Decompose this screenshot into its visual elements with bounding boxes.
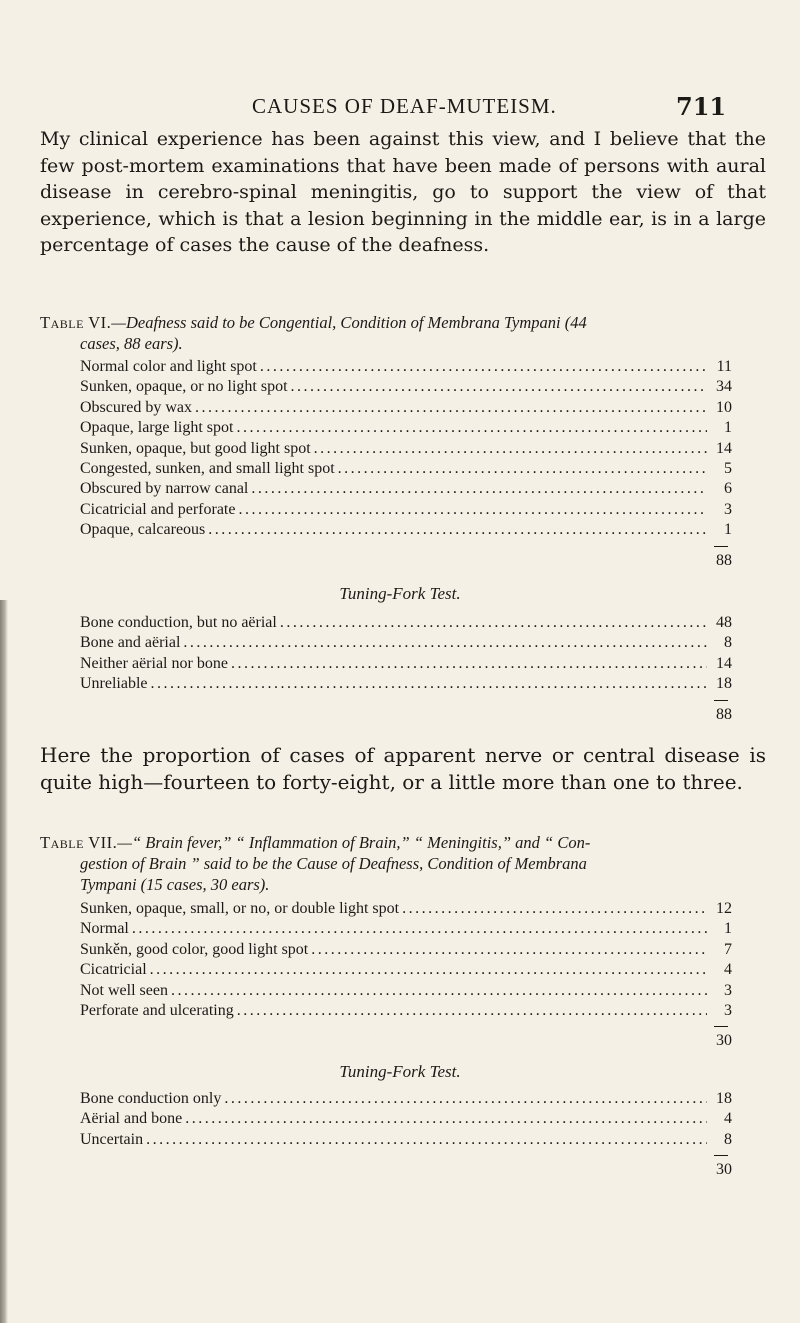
table-row <box>80 634 732 654</box>
row-value: 12 <box>716 900 732 917</box>
table6-caption-line1: —Deafness said to be Congential, Condition of Membrana Tympani (44 <box>111 313 587 332</box>
row-label: Aërial and bone <box>80 1110 183 1128</box>
row-label: Uncertain <box>80 1130 144 1148</box>
row-value: 34 <box>716 378 732 396</box>
row-label: Sunken, opaque, small, or no, or double light spot <box>80 900 400 917</box>
table-row <box>80 655 732 675</box>
row-value: 7 <box>724 940 732 958</box>
row-value: 14 <box>716 654 732 672</box>
leader-dots <box>402 900 707 918</box>
table-row <box>80 358 732 378</box>
row-value: 1 <box>724 419 732 437</box>
leader-dots <box>151 675 707 693</box>
leader-dots <box>314 440 707 458</box>
middle-paragraph: Here the proportion of cases of apparent nerve or central disease is quite high—fourteen to forty-eight, or a little more than one to three. <box>40 743 766 794</box>
table7-tuning-list <box>80 1090 732 1181</box>
table7-caption-line3: Tympani (15 cases, 30 ears). <box>80 875 270 894</box>
row-label: Cicatricial <box>80 961 147 979</box>
table7-tuning-total <box>80 1151 732 1181</box>
table-row <box>80 920 732 940</box>
table-row <box>80 1131 732 1151</box>
row-label: Sunkěn, good color, good light spot <box>80 940 309 958</box>
table-row <box>80 900 732 920</box>
row-label: Perforate and ulcerating <box>80 1001 234 1019</box>
leader-dots <box>291 378 707 396</box>
table6-condition-list <box>80 358 732 572</box>
leader-dots <box>237 1002 707 1020</box>
table-row <box>80 399 732 419</box>
leader-dots <box>208 521 707 539</box>
row-label: Bone and aërial <box>80 634 181 652</box>
row-value: 4 <box>724 1110 732 1128</box>
table7-condition-list <box>80 900 732 1052</box>
sum-rule <box>714 1155 728 1156</box>
table-row <box>80 419 732 439</box>
row-label: Normal <box>80 920 129 938</box>
leader-dots <box>260 358 707 376</box>
row-label: Neither aërial nor bone <box>80 654 228 672</box>
intro-paragraph: My clinical experience has been against this view, and I believe that the few post-mortem examinations that have been made of persons with aural disease in cerebro-spinal meningitis, go to support the view of that experience, which is that a lesion beginning in the middle ear, is in a large percentage of cases the cause of the deafness. <box>40 128 766 256</box>
row-value: 3 <box>724 981 732 999</box>
table-row <box>80 521 732 541</box>
table-row <box>80 501 732 521</box>
leader-dots <box>251 480 707 498</box>
table6-label: Table VI. <box>40 313 112 332</box>
row-value: 14 <box>716 439 732 457</box>
row-value: 10 <box>716 398 732 416</box>
leader-dots <box>224 1090 707 1108</box>
row-value: 5 <box>724 459 732 477</box>
table-row <box>80 961 732 981</box>
row-value: 6 <box>724 480 732 498</box>
row-value: 3 <box>724 1001 732 1019</box>
table6-total <box>80 542 732 572</box>
row-value: 1 <box>724 521 732 539</box>
row-label: Unreliable <box>80 675 148 693</box>
table7-caption-line2: gestion of Brain ” said to be the Cause of Deafness, Condition of Membrana <box>80 854 587 873</box>
table-row <box>80 1110 732 1130</box>
table7-tuning-heading: Tuning-Fork Test. <box>339 1062 461 1081</box>
leader-dots <box>280 614 707 632</box>
table-row <box>80 1002 732 1022</box>
table6-caption-line2: cases, 88 ears). <box>80 334 183 353</box>
sum-rule <box>714 546 728 547</box>
total-value: 30 <box>716 1032 732 1050</box>
table-row <box>80 941 732 961</box>
table6-tuning-heading: Tuning-Fork Test. <box>339 584 461 603</box>
row-value: 8 <box>724 634 732 652</box>
table6-tuning-list <box>80 614 732 726</box>
leader-dots <box>132 920 707 938</box>
table-row <box>80 460 732 480</box>
leader-dots <box>146 1131 707 1149</box>
total-value: 88 <box>716 551 732 569</box>
table-row <box>80 675 732 695</box>
table-row <box>80 1090 732 1110</box>
row-label: Congested, sunken, and small light spot <box>80 459 335 477</box>
leader-dots <box>185 1110 707 1128</box>
table-row <box>80 982 732 1002</box>
row-label: Opaque, calcareous <box>80 521 206 539</box>
table7-label: Table VII. <box>40 833 118 852</box>
leader-dots <box>236 419 707 437</box>
binding-shadow <box>0 600 8 1323</box>
leader-dots <box>171 982 707 1000</box>
row-value: 3 <box>724 500 732 518</box>
row-label: Sunken, opaque, but good light spot <box>80 439 311 457</box>
row-label: Bone conduction only <box>80 1090 222 1107</box>
leader-dots <box>311 941 707 959</box>
row-value: 1 <box>724 920 732 938</box>
table-row <box>80 440 732 460</box>
row-value: 48 <box>716 614 732 631</box>
leader-dots <box>150 961 707 979</box>
sum-rule <box>714 1026 728 1027</box>
row-label: Normal color and light spot <box>80 358 257 375</box>
leader-dots <box>338 460 707 478</box>
table-row <box>80 480 732 500</box>
row-value: 18 <box>716 1090 732 1107</box>
sum-rule <box>714 700 728 701</box>
row-label: Not well seen <box>80 981 168 999</box>
row-label: Obscured by wax <box>80 398 192 416</box>
row-label: Sunken, opaque, or no light spot <box>80 378 288 396</box>
row-label: Bone conduction, but no aërial <box>80 614 277 631</box>
row-value: 11 <box>716 358 732 375</box>
table7-total <box>80 1022 732 1052</box>
leader-dots <box>231 655 707 673</box>
row-label: Obscured by narrow canal <box>80 480 249 498</box>
chapter-title: CAUSES OF DEAF-MUTEISM. <box>252 94 557 118</box>
row-value: 4 <box>724 961 732 979</box>
table6-caption <box>40 312 766 354</box>
table-row <box>80 614 732 634</box>
page-number: 711 <box>676 92 727 121</box>
row-value: 18 <box>716 675 732 693</box>
leader-dots <box>183 634 707 652</box>
row-value: 8 <box>724 1130 732 1148</box>
table7-caption <box>40 832 766 895</box>
table-row <box>80 378 732 398</box>
row-label: Cicatricial and perforate <box>80 500 236 518</box>
row-label: Opaque, large light spot <box>80 419 234 437</box>
leader-dots <box>195 399 707 417</box>
table6-tuning-total <box>80 696 732 726</box>
leader-dots <box>238 501 707 519</box>
total-value: 30 <box>716 1161 732 1179</box>
total-value: 88 <box>716 705 732 723</box>
table7-caption-line1: —“ Brain fever,” “ Inflammation of Brain,” “ Meningitis,” and “ Con- <box>117 833 591 852</box>
